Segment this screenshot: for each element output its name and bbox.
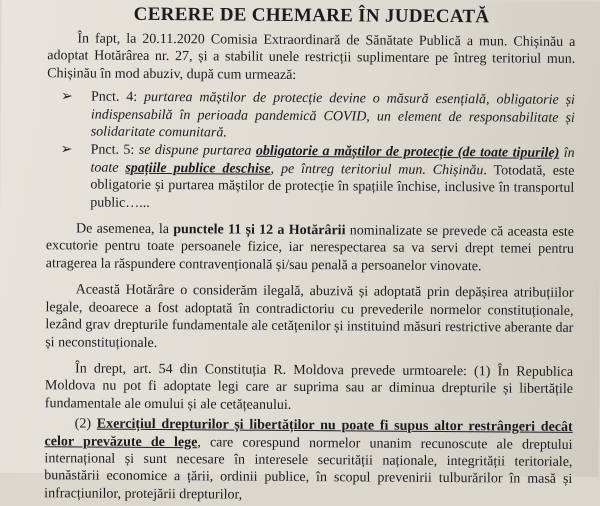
document-title: CERERE DE CHEMARE ÎN JUDECATĂ [133, 3, 490, 28]
point-text: se dispune purtarea [138, 143, 256, 160]
point-label: Pnct. 5: [90, 142, 139, 159]
paragraph-text: nominalizate se prevede că aceasta este excutorie pentru toate persoanele fizice, iar nerespectarea sa va servi drept temei pentru atragerea la răspundere contravențională și/sau penală a persoanelor vinovate. [45, 223, 575, 275]
list-item [47, 88, 575, 144]
paragraph-illegal: Această Hotărâre o considerăm ilegală, abuzivă și adoptată prin depășirea atribuțiilor legale, deoarece a fost adoptată în contradictoriu cu prevederile normelor constituționale, lezând grav drepturile fundamentale ale cetățenilor și instituind măsuri restrictive aberante dar și neconstituționale. [45, 282, 574, 351]
arrow-bullet-icon: ➢ [60, 89, 73, 105]
paragraph-points [46, 220, 574, 276]
paragraph-article [44, 415, 573, 506]
paragraph-text: De asemenea, la [76, 221, 174, 238]
point-text: , pe întreg teritoriul mun. Chișinău [270, 161, 484, 179]
paragraph-bold: Exercițiul drepturilor și libertăților nu poate fi supus altor restrângeri decât celor prevăzute de lege [44, 416, 573, 450]
paragraph-facts: În fapt, la 20.11.2020 Comisia Extraordinară de Sănătate Publică a mun. Chișinău a adoptat Hotărârea nr. 27, și a stabilit unele restricții suplimentare pe întreg teritoriul mun. Chișinău în mod abuziv, după cum urmează: [47, 31, 576, 83]
point-emphasis: obligatorie a măștilor de protecție (de toate tipurile) [255, 144, 560, 162]
point-text: în toate [90, 146, 575, 176]
list-item [46, 142, 574, 215]
paragraph-text: (2) [74, 416, 97, 432]
point-text: . Totodată, este obligatorie și purtarea măștilor de protecție în spațiile închise, inclusive în transportul public…... [90, 163, 575, 211]
paragraph-law: În drept, art. 54 din Constituția R. Moldova prevede urmtoarele: (1) În Republica Moldova nu pot fi adoptate legi care ar suprima sau ar diminua drepturile și libertățile fundamentale ale omului și ale cetățeanului. [44, 361, 574, 413]
point-label: Pnct. 4: [90, 89, 145, 106]
paragraph-text: , care corespund normelor unanim recunoscute ale dreptului internațional și sunt necesare în interesele securității naționale, integrității teritoriale, bunăstării economice a țării, ordinii publice, în scopul prevenirii tulburărilor în masă și infracțiunilor, protejării drepturilor, [44, 434, 573, 503]
point-emphasis: spațiile publice deschise [125, 160, 271, 177]
restriction-list [46, 88, 575, 215]
paragraph-bold: punctele 11 și 12 a Hotărârii [173, 222, 346, 239]
arrow-bullet-icon: ➢ [60, 142, 73, 158]
point-text: purtarea măștilor de protecție devine o măsură esențială, obligatorie și indispensabilă în perioada pandemică COVID, un element de responsabilitate și solidaritate comunitară. [90, 90, 576, 141]
